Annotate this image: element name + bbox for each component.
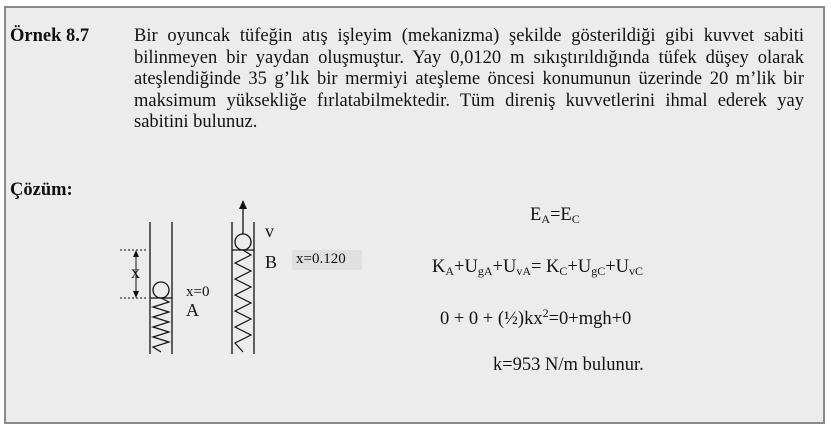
- equation-substitution: $0 + 0 + (\frac{1}{2})kx^2=0+mgh+0$: [440, 306, 632, 329]
- equation-energy-conservation: $E_A=E_C$: [530, 205, 580, 226]
- velocity-arrow-head: [239, 200, 247, 209]
- equation-energy-terms: $K_A+U_{gA}+U_{vA}= K_C+U_{gC}+U_{vC}$: [432, 257, 644, 278]
- velocity-label-v: v: [265, 221, 274, 241]
- spring-b: [235, 250, 251, 352]
- dim-arrow-up: [133, 250, 139, 257]
- point-label-a: A: [186, 300, 199, 320]
- position-label-x120: x=0.120: [296, 251, 346, 267]
- position-label-x0: x=0: [186, 284, 210, 300]
- equation-result: k=953 N/m bulunur.: [493, 355, 644, 375]
- dim-arrow-down: [133, 291, 139, 298]
- projectile-a: [153, 282, 169, 298]
- spring-a: [153, 298, 169, 352]
- point-label-b: B: [265, 252, 278, 272]
- projectile-b: [235, 234, 251, 250]
- solution-title: Çözüm:: [10, 180, 73, 200]
- compression-label-x: x: [131, 262, 140, 282]
- example-title: Örnek 8.7: [10, 26, 90, 46]
- example-text: Bir oyuncak tüfeğin atış işleyim (mekanizma) şekilde gösterildiği gibi kuvvet sabiti bilinmeyen bir yaydan oluşmuştur. Yay 0,0120 m sıkıştırıldığında tüfek düşey olarak ateşlendiğinde 35 g’lık bir mermiyi ateşleme öncesi konumunun üzerinde 20 m’lik bir maksimum yüksekliğe fırlatabilmektedir. Tüm direniş kuvvetlerini ihmal ederek yay sabitini bulunuz.: [134, 26, 804, 132]
